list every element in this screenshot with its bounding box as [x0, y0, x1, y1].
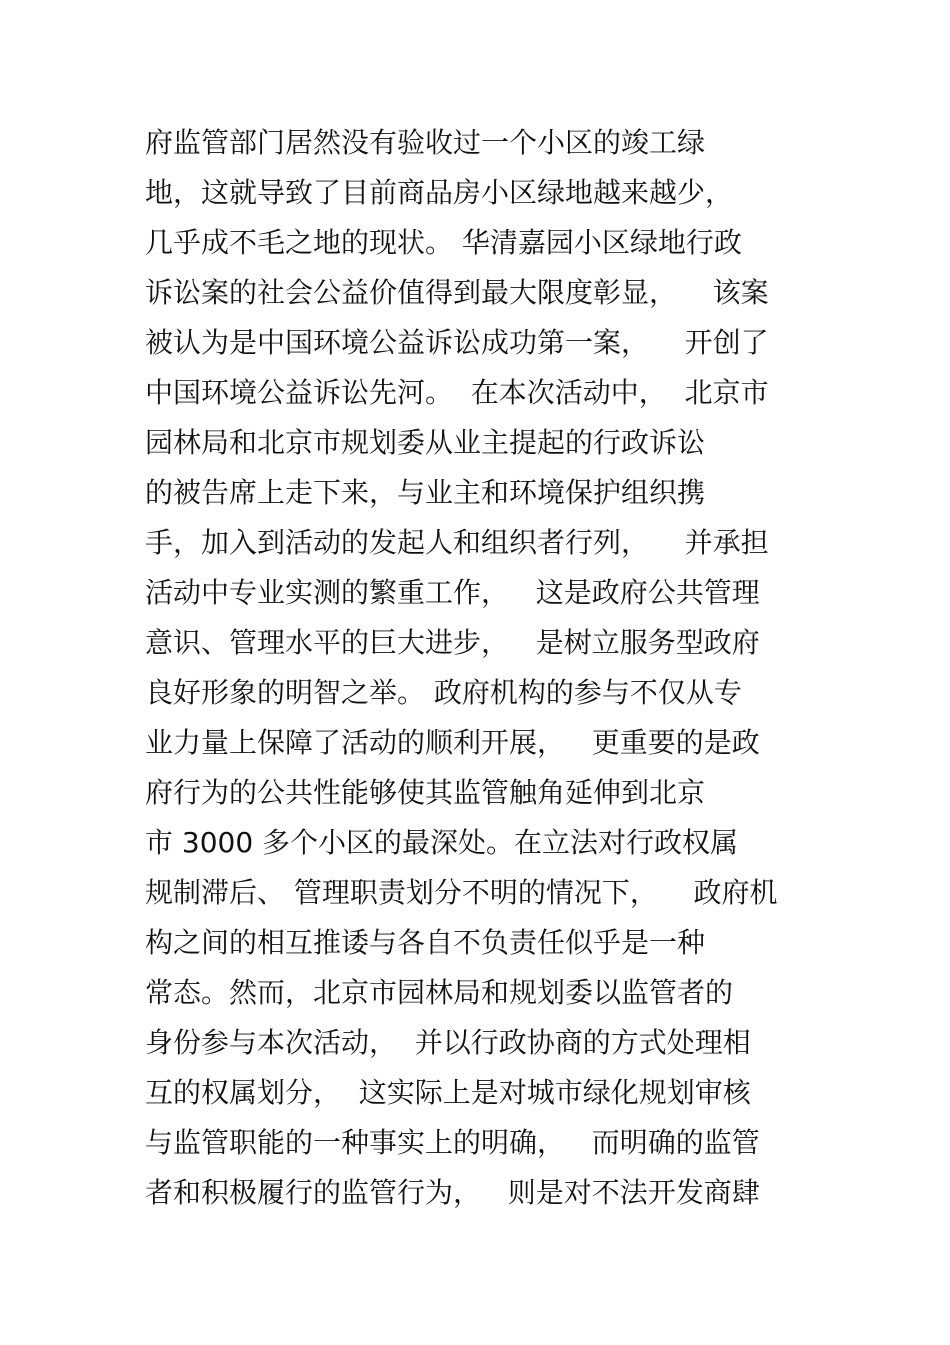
text-line: 常态。然而，北京市园林局和规划委以监管者的 [145, 976, 734, 1009]
text-line: 地，这就导致了目前商品房小区绿地越来越少， [145, 176, 734, 209]
text-line: 业力量上保障了活动的顺利开展， 更重要的是政 [145, 726, 760, 759]
text-line: 互的权属划分， 这实际上是对城市绿化规划审核 [145, 1076, 751, 1109]
text-line: 中国环境公益诉讼先河。 在本次活动中， 北京市 [145, 376, 769, 409]
text-line: 手，加入到活动的发起人和组织者行列， 并承担 [145, 526, 769, 559]
text-line: 身份参与本次活动， 并以行政协商的方式处理相 [145, 1026, 751, 1059]
text-line: 府监管部门居然没有验收过一个小区的竣工绿 [145, 126, 706, 159]
text-line: 的被告席上走下来，与业主和环境保护组织携 [145, 476, 706, 509]
text-line: 与监管职能的一种事实上的明确， 而明确的监管 [145, 1126, 760, 1159]
text-line: 良好形象的明智之举。 政府机构的参与不仅从专 [145, 676, 742, 709]
text-line: 活动中专业实测的繁重工作， 这是政府公共管理 [145, 576, 760, 609]
text-line: 府行为的公共性能够使其监管触角延伸到北京 [145, 776, 706, 809]
text-line: 者和积极履行的监管行为， 则是对不法开发商肆 [145, 1176, 760, 1209]
text-line: 园林局和北京市规划委从业主提起的行政诉讼 [145, 426, 706, 459]
text-line: 市 3000 多个小区的最深处。在立法对行政权属 [145, 826, 739, 859]
text-line: 意识、管理水平的巨大进步， 是树立服务型政府 [145, 626, 760, 659]
text-line: 诉讼案的社会公益价值得到最大限度彰显， 该案 [145, 276, 769, 309]
text-line: 规制滞后、 管理职责划分不明的情况下， 政府机 [145, 876, 778, 909]
text-line: 构之间的相互推诿与各自不负责任似乎是一种 [145, 926, 706, 959]
text-line: 被认为是中国环境公益诉讼成功第一案， 开创了 [145, 326, 769, 359]
text-line: 几乎成不毛之地的现状。 华清嘉园小区绿地行政 [145, 226, 742, 259]
